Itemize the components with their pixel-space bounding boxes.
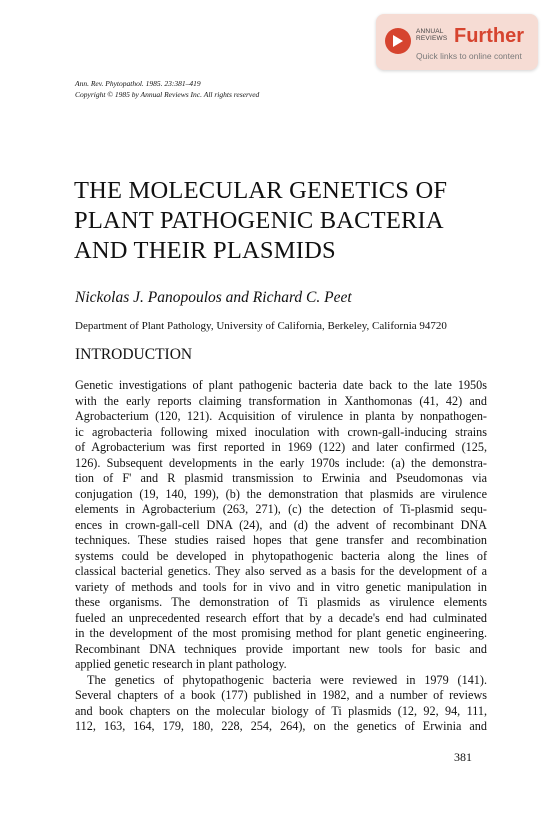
text-line: systems could be developed in phytopathogenic bacteria along the lines of	[75, 548, 487, 563]
text-line: and book chapters on the molecular biology of Ti plasmids (12, 92, 94, 111,	[75, 703, 487, 718]
text-line: tion of F' and R plasmid transmission to Erwinia and Pseudomonas via	[75, 471, 487, 485]
citation-line: Ann. Rev. Phytopathol. 1985. 23:381–419	[75, 79, 201, 88]
text-line: fueled an unprecedented research effort that by a decade's end had culminated	[75, 610, 487, 625]
text-line: Genetic investigations of plant pathogenic bacteria date back to the late 1950s	[75, 378, 487, 392]
article-authors: Nickolas J. Panopoulos and Richard C. Peet	[75, 289, 352, 306]
text-line: techniques. These studies raised hopes that gene transfer and recombination	[75, 533, 487, 547]
text-line: Agrobacterium (120, 121). Acquisition of virulence in planta by nonpathogen-	[75, 409, 487, 423]
text-line: ic agrobacteria following mixed inoculation with crown-gall-inducing strains	[75, 424, 487, 439]
text-line: these organisms. The demonstration of Ti plasmids as virulence elements	[75, 595, 487, 609]
text-line: ences in crown-gall-cell DNA (24), and (d) the advent of recombinant DNA	[75, 517, 487, 532]
introduction-text	[75, 378, 487, 733]
author-affiliation: Department of Plant Pathology, University of California, Berkeley, California 94720	[75, 320, 447, 332]
badge-publisher-label: ANNUAL REVIEWS	[416, 28, 448, 42]
text-line: classical bacterial genetics. They also served as a basis for the development of a	[75, 564, 487, 578]
text-line: in the development of the most promising method for plant genetic engineering.	[75, 626, 487, 640]
text-line: The genetics of phytopathogenic bacteria were reviewed in 1979 (141).	[87, 672, 487, 687]
badge-quick-links-link[interactable]: Quick links to online content	[416, 51, 522, 61]
journal-citation	[75, 78, 259, 100]
text-line: Several chapters of a book (177) published in 1982, and a number of reviews	[75, 688, 487, 702]
page-number: 381	[454, 750, 472, 764]
text-line: Recombinant DNA techniques provide important new tools for basic and	[75, 641, 487, 656]
copyright-line: Copyright © 1985 by Annual Reviews Inc. All rights reserved	[75, 90, 260, 99]
text-line: applied genetic research in plant pathology.	[75, 657, 287, 671]
text-line: variety of methods and tools for in vivo and in vitro genetic manipulation in	[75, 579, 487, 594]
text-line: 112, 163, 164, 179, 180, 228, 254, 264), on the genetics of Erwinia and	[75, 719, 487, 733]
section-heading: INTRODUCTION	[75, 346, 193, 363]
badge-further-label: Further	[454, 25, 524, 47]
text-line: of Agrobacterium was first reported in 1969 (122) and later confirmed (125,	[75, 440, 487, 454]
text-line: 126). Subsequent developments in the early 1970s include: (a) the demonstra-	[75, 455, 487, 470]
annual-reviews-further-badge[interactable]	[376, 14, 538, 70]
text-line: elements in Agrobacterium (263, 271), (c) the detection of Ti-plasmid sequ-	[75, 502, 487, 516]
article-title: THE MOLECULAR GENETICS OF PLANT PATHOGENIC BACTERIA AND THEIR PLASMIDS	[74, 177, 448, 264]
text-line: conjugation (19, 140, 199), (b) the demonstration that plasmids are virulence	[75, 486, 487, 501]
annual-reviews-logo-icon	[385, 28, 411, 54]
text-line: with the early reports claiming transformation in Xanthomonas (41, 42) and	[75, 393, 487, 408]
